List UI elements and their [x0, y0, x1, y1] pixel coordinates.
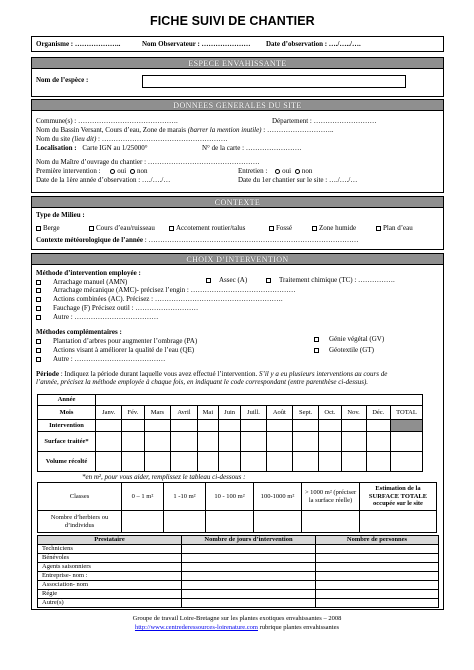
localisation-label: Localisation :	[36, 144, 77, 152]
prestataire-row-label: Bénévoles	[38, 554, 182, 563]
comp-autre[interactable]	[36, 355, 165, 363]
berge-checkbox[interactable]	[36, 226, 41, 231]
localisation-row	[36, 144, 148, 152]
entretien-non-radio[interactable]	[295, 169, 300, 174]
zone-label: Zone humide	[319, 224, 357, 232]
methode-amn[interactable]	[36, 278, 127, 286]
annee-cell[interactable]	[96, 395, 423, 406]
amc-checkbox[interactable]	[36, 288, 41, 293]
amn-label: Arrachage manuel (AMN)	[53, 278, 128, 286]
classes-header-3: 10 - 100 m²	[206, 483, 254, 511]
espece-input[interactable]	[142, 75, 406, 88]
periode-instruction: : Indiquez la période durant laquelle vous avez effectué l’intervention.	[60, 370, 258, 378]
prestataire-cell[interactable]	[316, 581, 439, 590]
ac-label: Actions combinées (AC). Précisez : ……………………………………………….	[53, 295, 283, 303]
cal-total-disabled	[391, 420, 423, 432]
cal-cell[interactable]	[219, 452, 241, 472]
zone-checkbox[interactable]	[312, 226, 317, 231]
cal-cell[interactable]	[144, 420, 171, 432]
month-may: Mai	[197, 406, 218, 420]
espece-heading: ESPECE ENVAHISSANTE	[32, 58, 443, 69]
autre-checkbox[interactable]	[36, 315, 41, 320]
site-dots: : ………………………………………………	[98, 135, 228, 143]
periode-label: Période	[36, 370, 59, 378]
organisme-field[interactable]: Organisme : ………………..	[36, 40, 121, 48]
prestataire-cell[interactable]	[316, 572, 439, 581]
qe-checkbox[interactable]	[36, 348, 41, 353]
page-title: FICHE SUIVI DE CHANTIER	[150, 14, 315, 28]
cal-cell[interactable]	[96, 420, 122, 432]
calendar-table	[37, 394, 423, 472]
classes-cell[interactable]	[122, 511, 164, 533]
prestataire-cell[interactable]	[182, 581, 316, 590]
fosse-checkbox[interactable]	[269, 226, 274, 231]
assec-checkbox[interactable]	[206, 278, 211, 283]
cal-cell[interactable]	[122, 420, 144, 432]
prestataire-row-label: Entreprise- nom :	[38, 572, 182, 581]
prestataire-cell[interactable]	[316, 563, 439, 572]
prestataire-header-1: Nombre de jours d’intervention	[182, 536, 316, 545]
prestataire-cell[interactable]	[182, 545, 316, 554]
gt-label: Géotextile (GT)	[329, 346, 374, 354]
methode-chimique[interactable]	[266, 276, 395, 284]
annee-obs-field[interactable]: Date de la 1ère année d’observation : …./…./…	[36, 176, 171, 184]
month-jun: Juin	[219, 406, 241, 420]
f-label: Fauchage (F) Précisez outil : ………………………	[53, 304, 199, 312]
qe-label: Actions visant à améliorer la qualité de l’eau (QE)	[53, 346, 195, 354]
meteo-dots: : ………………………………………………………………………………	[144, 236, 359, 244]
plan-label: Plan d’eau	[383, 224, 413, 232]
prestataire-table	[37, 535, 439, 608]
month-sep: Sept.	[292, 406, 318, 420]
classes-cell[interactable]	[206, 511, 254, 533]
date-chantier-field[interactable]: Date du 1er chantier sur le site : …./…./…	[238, 176, 358, 184]
cal-cell[interactable]	[96, 432, 122, 452]
periode-italic-2: l’année, précisez la méthode employée à chaque fois, en indiquant le code correspondant (entre parenthèse ci-dessus).	[36, 378, 369, 386]
cal-cell[interactable]	[122, 452, 144, 472]
prestataire-cell[interactable]	[316, 590, 439, 599]
classes-row-label: Nombre d’herbiers ou d’individus	[38, 511, 122, 533]
milieu-option-plan[interactable]	[376, 224, 413, 232]
prestataire-cell[interactable]	[182, 599, 316, 608]
premiere-label: Première intervention :	[36, 167, 101, 175]
comp-gt[interactable]	[314, 346, 374, 354]
prestataire-row-label: Autre(s)	[38, 599, 182, 608]
row-label-surface: Surface traitée*	[38, 432, 96, 452]
bassin-dots: : ………………………..	[263, 126, 334, 134]
site-field[interactable]	[36, 135, 228, 143]
assec-label: Assec (A)	[219, 276, 248, 284]
footer-link[interactable]: http://www.centrederessources-loirenature.com	[134, 624, 258, 631]
cal-cell[interactable]	[241, 420, 267, 432]
f-checkbox[interactable]	[36, 306, 41, 311]
comp-qe[interactable]	[36, 346, 194, 354]
premiere-oui-radio[interactable]	[110, 169, 115, 174]
espece-label: Nom de l’espèce :	[36, 76, 89, 84]
amn-checkbox[interactable]	[36, 280, 41, 285]
month-total: TOTAL	[391, 406, 423, 420]
cal-cell[interactable]	[144, 432, 171, 452]
footer-line-2	[0, 624, 474, 631]
milieu-label: Type de Milieu :	[36, 211, 85, 219]
accotement-checkbox[interactable]	[169, 226, 174, 231]
classes-cell[interactable]	[254, 511, 302, 533]
classes-header-5: > 1000 m² (préciser la surface réelle)	[302, 483, 360, 511]
maitre-field[interactable]: Nom du Maître d’ouvrage du chantier : …………………………………………	[36, 158, 260, 166]
month-dec: Déc.	[366, 406, 390, 420]
departement-field[interactable]: Département : ………………………	[272, 117, 377, 125]
methode-assec[interactable]	[206, 276, 247, 284]
month-apr: Avril	[171, 406, 198, 420]
cal-cell[interactable]	[341, 432, 366, 452]
contexte-section	[31, 196, 444, 250]
premiere-oui-label: oui	[117, 167, 127, 175]
prestataire-header-0: Prestataire	[38, 536, 182, 545]
cal-cell[interactable]	[391, 432, 423, 452]
cal-cell[interactable]	[171, 432, 198, 452]
cal-cell[interactable]	[171, 420, 198, 432]
cal-cell[interactable]	[319, 420, 341, 432]
bassin-label: Nom du Bassin Versant, Cours d’eau, Zone de marais	[36, 126, 186, 134]
methode-ac[interactable]	[36, 295, 283, 303]
classes-cell[interactable]	[164, 511, 206, 533]
header-frame	[31, 36, 444, 52]
cal-cell[interactable]	[197, 432, 218, 452]
commune-field[interactable]: Commune(s) : …………………………………….	[36, 117, 178, 125]
entretien-label: Entretien :	[238, 167, 268, 175]
month-oct: Oct.	[319, 406, 341, 420]
row-label-annee: Année	[38, 395, 96, 406]
bassin-note: (barrer la mention inutile)	[187, 126, 262, 134]
donnees-section	[31, 99, 444, 193]
cal-cell[interactable]	[292, 420, 318, 432]
amc-label: Arrachage mécanique (AMC)- précisez l’engin : ………………………………………	[53, 286, 296, 294]
prestataire-cell[interactable]	[182, 572, 316, 581]
premiere-non-radio[interactable]	[130, 169, 135, 174]
milieu-option-cours[interactable]	[89, 224, 155, 232]
entretien-row	[238, 167, 312, 175]
classes-header-label: Classes	[38, 483, 122, 511]
cal-cell[interactable]	[366, 432, 390, 452]
cal-cell[interactable]	[319, 432, 341, 452]
classes-table	[37, 482, 437, 533]
classes-header-4: 100-1000 m²	[254, 483, 302, 511]
cal-cell[interactable]	[171, 452, 198, 472]
methode-label: Méthode d’intervention employée :	[36, 269, 141, 277]
entretien-non-label: non	[301, 167, 313, 175]
localisation-value: Carte IGN au 1/25000°	[82, 144, 148, 152]
prestataire-cell[interactable]	[316, 554, 439, 563]
cal-cell[interactable]	[366, 420, 390, 432]
methode-autre[interactable]	[36, 313, 158, 321]
cal-cell[interactable]	[197, 452, 218, 472]
prestataire-header-2: Nombre de personnes	[316, 536, 439, 545]
espece-section	[31, 57, 444, 97]
cal-cell[interactable]	[366, 452, 390, 472]
classes-cell[interactable]	[302, 511, 360, 533]
prestataire-row-label: Agents saisonniers	[38, 563, 182, 572]
site-label: Nom du site	[36, 135, 71, 143]
classes-header-total: Estimation de la SURFACE TOTALE occupée sur le site	[360, 483, 437, 511]
accotement-label: Accotement routier/talus	[176, 224, 246, 232]
cal-cell[interactable]	[197, 420, 218, 432]
classes-header-2: 1 -10 m²	[164, 483, 206, 511]
cal-cell[interactable]	[292, 432, 318, 452]
month-feb: Fév.	[122, 406, 144, 420]
meteo-label: Contexte météorologique de l’année	[36, 236, 143, 244]
methode-amc[interactable]	[36, 286, 296, 294]
date-field[interactable]: Date d’observation : …./…../….	[266, 40, 361, 48]
prestataire-row-label: Techniciens	[38, 545, 182, 554]
cal-cell[interactable]	[391, 452, 423, 472]
gv-label: Génie végétal (GV)	[329, 335, 385, 343]
entretien-oui-radio[interactable]	[275, 169, 280, 174]
intervention-heading: CHOIX D’INTERVENTION	[32, 254, 443, 265]
premiere-row	[36, 167, 148, 175]
cal-cell[interactable]	[219, 420, 241, 432]
prestataire-cell[interactable]	[182, 590, 316, 599]
prestataire-cell[interactable]	[182, 554, 316, 563]
plan-checkbox[interactable]	[376, 226, 381, 231]
pa-label: Plantation d’arbres pour augmenter l’ombrage (PA)	[53, 337, 198, 345]
gt-checkbox[interactable]	[314, 348, 319, 353]
cal-cell[interactable]	[266, 420, 292, 432]
carte-field[interactable]: N° de la carte : ……………………	[202, 144, 302, 152]
chimique-checkbox[interactable]	[266, 278, 271, 283]
cal-cell[interactable]	[266, 452, 292, 472]
comp-gv[interactable]	[314, 335, 384, 343]
prestataire-cell[interactable]	[182, 563, 316, 572]
calendar-note: *en m², pour vous aider, remplissez le tableau ci-dessous :	[82, 473, 246, 481]
cal-cell[interactable]	[122, 432, 144, 452]
classes-header-1: 0 – 1 m²	[122, 483, 164, 511]
cal-cell[interactable]	[96, 452, 122, 472]
cal-cell[interactable]	[241, 452, 267, 472]
prestataire-cell[interactable]	[316, 599, 439, 608]
comp-autre-checkbox[interactable]	[36, 357, 41, 362]
fosse-label: Fossé	[276, 224, 292, 232]
month-jan: Janv.	[96, 406, 122, 420]
comp-autre-label: Autre : …………………………………	[53, 355, 166, 363]
chimique-label: Traitement chimique (TC) : …………….	[279, 276, 395, 284]
footer-rubrique: rubrique plantes envahissantes	[259, 624, 340, 631]
prestataire-row-label: Régie	[38, 590, 182, 599]
gv-checkbox[interactable]	[314, 337, 319, 342]
milieu-option-zone[interactable]	[312, 224, 356, 232]
comp-pa[interactable]	[36, 337, 197, 345]
footer-line-1: Groupe de travail Loire-Bretagne sur les plantes exotiques envahissantes – 2008	[132, 615, 342, 622]
prestataire-cell[interactable]	[316, 545, 439, 554]
site-note: (lieu dit)	[71, 135, 97, 143]
cal-cell[interactable]	[341, 452, 366, 472]
cal-cell[interactable]	[241, 432, 267, 452]
milieu-option-accotement[interactable]	[169, 224, 245, 232]
methode-f[interactable]	[36, 304, 198, 312]
observateur-field[interactable]: Nom Observateur : …………………	[142, 40, 251, 48]
classes-cell[interactable]	[360, 511, 437, 533]
month-aug: Août	[266, 406, 292, 420]
cal-cell[interactable]	[219, 432, 241, 452]
prestataire-row-label: Association- nom	[38, 581, 182, 590]
month-nov: Nov.	[341, 406, 366, 420]
milieu-option-fosse[interactable]	[269, 224, 292, 232]
meteo-field[interactable]	[36, 236, 358, 244]
autre-label: Autre : ………………………………	[53, 313, 159, 321]
cal-cell[interactable]	[144, 452, 171, 472]
row-label-intervention: Intervention	[38, 420, 96, 432]
periode-italic-1: S’il y a eu plusieurs interventions au cours de	[259, 370, 388, 378]
complementaires-label: Méthodes complémentaires :	[36, 328, 122, 336]
cal-cell[interactable]	[319, 452, 341, 472]
cal-cell[interactable]	[292, 452, 318, 472]
row-label-mois: Mois	[38, 406, 96, 420]
month-jul: Juill.	[241, 406, 267, 420]
periode-text	[36, 370, 387, 378]
premiere-non-label: non	[137, 167, 148, 175]
berge-label: Berge	[43, 224, 60, 232]
ac-checkbox[interactable]	[36, 297, 41, 302]
donnees-heading: DONNEES GENERALES DU SITE	[32, 100, 443, 111]
month-mar: Mars	[144, 406, 171, 420]
pa-checkbox[interactable]	[36, 339, 41, 344]
cal-cell[interactable]	[341, 420, 366, 432]
contexte-heading: CONTEXTE	[32, 197, 443, 208]
cal-cell[interactable]	[266, 432, 292, 452]
milieu-option-berge[interactable]	[36, 224, 60, 232]
cours-checkbox[interactable]	[89, 226, 94, 231]
row-label-volume: Volume récolté	[38, 452, 96, 472]
cours-label: Cours d’eau/ruisseau	[96, 224, 155, 232]
bassin-field[interactable]	[36, 126, 333, 134]
entretien-oui-label: oui	[282, 167, 292, 175]
